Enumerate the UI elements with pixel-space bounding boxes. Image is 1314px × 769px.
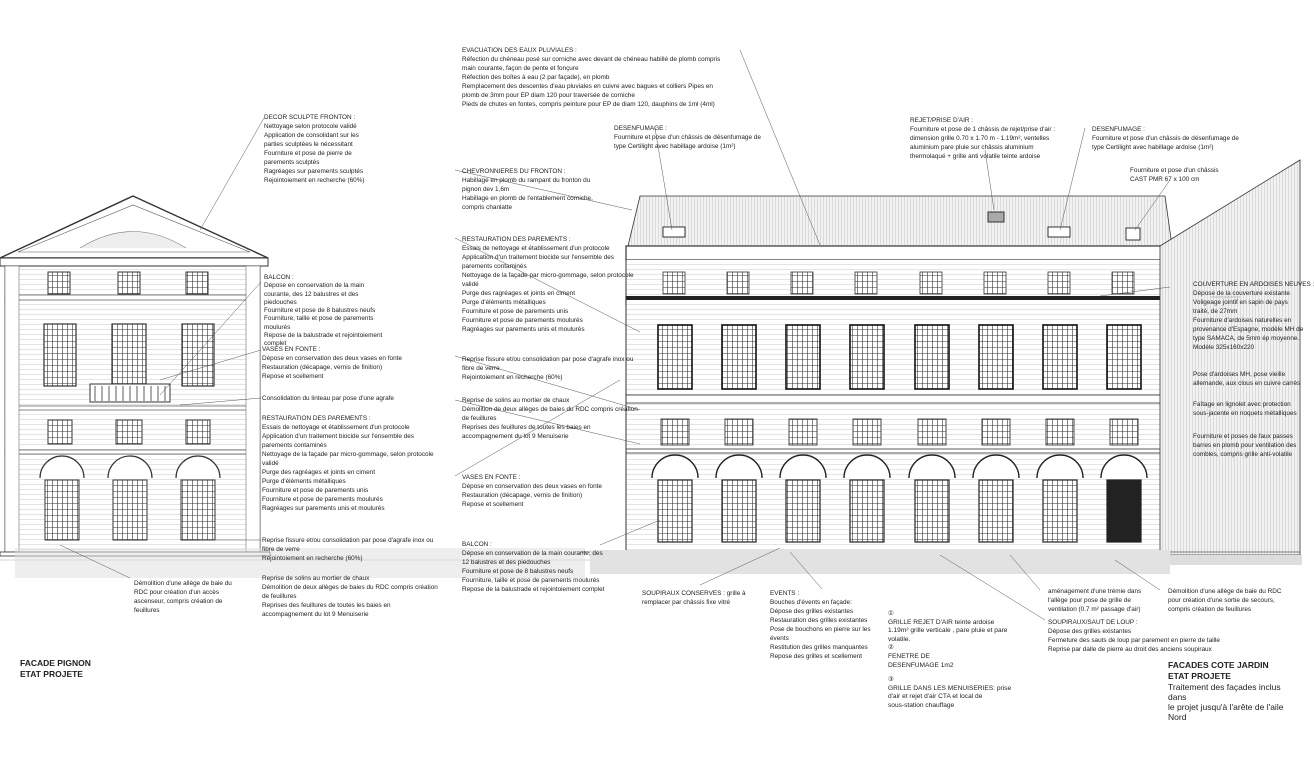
note-chevronnieres-line-5: compris chanlatte (462, 204, 513, 211)
right-title-line-2: ETAT PROJETE (1168, 671, 1231, 681)
note-restauration-mid-line-8: Purge d'éléments métalliques (462, 299, 546, 306)
first-floor-window-2 (722, 325, 756, 389)
note-balcon-left (264, 274, 382, 349)
note-decor-fronton-line-8: Rejointoiement en recherche (60%) (264, 177, 365, 184)
note-balcon-left-line-9: complet (264, 340, 287, 348)
note-desenfumage-mid (614, 124, 761, 151)
note-desenfumage-right-line-1: DESENFUMAGE : (1092, 126, 1145, 133)
note-restauration-mid-line-4: parements contaminés (462, 263, 527, 270)
note-amenagement-line-3: ventilation (0.7 m² passage d'air) (1048, 606, 1141, 613)
note-soupiraux-saut (1048, 618, 1220, 654)
note-solins-mid-line-5: accompagnement du lot 9 Menuiserie (462, 433, 569, 440)
left-title-line-1: FACADE PIGNON (20, 658, 91, 668)
note-balcon-left-line-3: courante, des 12 balustres et des (264, 290, 359, 298)
note-reprise-mid-line-3: Rejointoiement en recherche (60%) (462, 374, 563, 381)
note-desenfumage-right-line-2: Fourniture et pose d'un châssis de désenfumage de (1092, 135, 1239, 142)
note-restauration-mid (462, 235, 634, 334)
note-restauration-mid-line-6: validé (462, 281, 479, 288)
note-restauration-left-line-6: validé (262, 460, 279, 467)
note-balcon-mid-line-2: Dépose en conservation de la main courante, des (462, 550, 603, 557)
note-balcon-left-line-7: moulurés (264, 323, 291, 331)
note-events-line-7: Restitution des grilles manquantes (770, 644, 868, 651)
right-subnote (1168, 682, 1300, 722)
first-floor-window-8 (1107, 325, 1141, 389)
legend-item-2-line-1: FENETRE DE (888, 652, 930, 660)
first-floor-window-5 (915, 325, 949, 389)
mezzanine-window-2 (725, 419, 753, 445)
note-evacuation-line-1: EVACUATION DES EAUX PLUVIALES : (462, 47, 577, 54)
note-soupiraux-conserves (642, 589, 746, 607)
note-events (770, 589, 871, 661)
note-events-line-3: Dépose des grilles existantes (770, 608, 854, 615)
ground-floor-window-6 (979, 480, 1013, 542)
right-title-line-1: FACADES COTE JARDIN (1168, 660, 1269, 670)
note-demolition-right-line-2: pour création d'une sortie de secours, (1168, 597, 1275, 604)
ground-floor-window-1 (658, 480, 692, 542)
legend (888, 610, 1011, 711)
note-chassis-pmr (1130, 166, 1219, 184)
right-subnote-line-2: le projet jusqu'à l'arête de l'aile Nord (1168, 702, 1284, 722)
note-vases-mid-line-2: Dépose en conservation des deux vases en fonte (462, 483, 602, 490)
note-decor-fronton-line-7: Ragréages sur parements sculptés (264, 168, 364, 175)
note-couverture-line-3: Voligeage jointif en sapin de pays (1193, 299, 1288, 306)
note-soupiraux-conserves-line-2: remplacer par châssis fixe vitré (642, 599, 731, 606)
note-balcon-left-line-2: Dépose en conservation de la main (264, 282, 365, 290)
note-restauration-left-line-7: Purge des ragréages et joints en ciment (262, 469, 375, 476)
note-vases-mid-line-3: Restauration (décapage, vernis de finition) (462, 492, 583, 499)
note-demolition-left-line-3: ascenseur, compris création de (134, 598, 223, 605)
ground-floor-window-2 (722, 480, 756, 542)
note-balcon-left-line-1: BALCON : (264, 274, 294, 281)
note-decor-fronton-line-4: parties sculptées le nécessitant (264, 141, 353, 148)
legend-item-3-number: ③ (888, 676, 894, 684)
note-rejet-prise-air (910, 116, 1055, 161)
first-floor-window-6 (979, 325, 1013, 389)
note-evacuation-line-4: Réfection des boîtes à eau (2 par façade), en plomb (462, 74, 610, 81)
note-faitage-line-1: Faîtage en lignolet avec protection (1193, 401, 1291, 408)
mezzanine-window-1 (661, 419, 689, 445)
attic-window-1 (663, 272, 685, 294)
note-solins-left-line-3: de feuillures (262, 593, 297, 600)
note-chevronnieres (462, 167, 593, 212)
note-evacuation (462, 46, 720, 109)
note-restauration-mid-line-9: Fourniture et pose de parements unis (462, 308, 569, 315)
legend-item-3-line-3: sous-station chauffage (888, 701, 955, 709)
note-evacuation-line-2: Réfection du chéneau posé sur corniche avec devant de chéneau habillé de plomb compris (462, 56, 721, 63)
note-restauration-mid-line-5: Nettoyage de la façade par micro-gommage, selon protocole (462, 272, 634, 279)
legend-item-1-line-1: GRILLE REJET D'AIR teinte ardoise (888, 618, 995, 626)
note-chevronnieres-line-4: Habillage en plomb de l'entablement corniche, (462, 195, 593, 202)
legend-item-1-line-3: volatile. (888, 635, 911, 643)
note-reprise-mid (462, 355, 633, 382)
note-decor-fronton (264, 113, 365, 185)
ground-floor-window-7 (1043, 480, 1077, 542)
note-chevronnieres-line-2: Habillage en plomb du rampant du fronton du (462, 177, 591, 184)
note-demolition-left (134, 579, 232, 615)
mezzanine-window-3 (789, 419, 817, 445)
note-demolition-right-line-3: compris création de feuillures (1168, 606, 1252, 613)
note-reprise-mid-line-2: fibre de verre (462, 365, 500, 372)
note-rejet-prise-air-line-1: REJET/PRISE D'AIR : (910, 117, 974, 124)
note-reprise-left-line-3: Rejointoiement en recherche (60%) (262, 555, 363, 562)
note-restauration-left-line-10: Fourniture et pose de parements moulurés (262, 496, 383, 503)
note-restauration-mid-line-10: Fourniture et pose de parements moulurés (462, 317, 583, 324)
note-balcon-mid-line-3: 12 balustres et des piedouches (462, 559, 551, 566)
note-decor-fronton-line-6: parements sculptés (264, 159, 320, 166)
note-restauration-left (262, 414, 434, 513)
attic-window-6 (984, 272, 1006, 294)
note-events-line-1: EVENTS : (770, 590, 800, 597)
note-ardoises-mh-line-1: Pose d'ardoises MH, pose vieille (1193, 371, 1286, 378)
note-restauration-mid-line-11: Ragréages sur parements unis et moulurés (462, 326, 585, 333)
note-evacuation-line-7: Pieds de chutes en fontes, compris peinture pour EP de diam 120, dauphins de 1ml (4ml) (462, 101, 715, 108)
note-couverture-line-5: Fourniture d'ardoises naturelles en (1193, 317, 1292, 324)
note-reprise-left-line-1: Reprise fissure et/ou consolidation par pose d'agrafe inox ou (262, 537, 434, 544)
note-rejet-prise-air-line-4: aluminium pare pluie sur châssis aluminium (910, 144, 1034, 151)
ground-floor-window-4 (850, 480, 884, 542)
note-balcon-mid-line-4: Fourniture et pose de 8 balustres neufs (462, 568, 574, 575)
note-rejet-prise-air-line-2: Fourniture et pose de 1 châssis de rejet/prise d'air : (910, 126, 1056, 133)
note-restauration-mid-line-7: Purge des ragréages et joints en ciment (462, 290, 575, 297)
note-balcon-mid-line-1: BALCON : (462, 541, 492, 548)
note-balcon-left-line-6: Fourniture, taille et pose de parements (264, 315, 374, 323)
attic-window-8 (1112, 272, 1134, 294)
note-soupiraux-saut-line-2: Dépose des grilles existantes (1048, 628, 1132, 635)
first-floor-window-4 (850, 325, 884, 389)
note-faux-passes-line-1: Fourniture et poses de faux passes (1193, 433, 1293, 440)
note-faitage (1193, 400, 1297, 418)
attic-window-5 (920, 272, 942, 294)
note-desenfumage-mid-line-2: Fourniture et pose d'un châssis de désenfumage de (614, 134, 761, 141)
first-floor-window-1 (658, 325, 692, 389)
note-vases-mid-line-4: Repose et scellement (462, 501, 524, 508)
right-title (1168, 660, 1269, 682)
note-restauration-left-line-3: Application d'un traitement biocide sur l'ensemble des (262, 433, 414, 440)
note-restauration-left-line-2: Essais de nettoyage et établissement d'un protocole (262, 424, 410, 431)
note-vases-left-line-2: Dépose en conservation des deux vases en fonte (262, 355, 402, 362)
mezzanine-window-5 (918, 419, 946, 445)
note-soupiraux-saut-line-4: Reprise par dalle de pierre au droit des anciens soupiraux (1048, 646, 1212, 653)
legend-item-2-number: ② (888, 644, 894, 652)
ground-floor-window-5 (915, 480, 949, 542)
note-vases-left-line-4: Repose et scellement (262, 373, 324, 380)
note-restauration-mid-line-2: Essais de nettoyage et établissement d'un protocole (462, 245, 610, 252)
legend-item-3-line-2: d'air et rejet d'air CTA et local de (888, 693, 983, 701)
note-solins-mid-line-3: de feuillures (462, 415, 497, 422)
attic-window-3 (791, 272, 813, 294)
note-solins-mid-line-2: Démolition de deux allèges de baies du RDC compris création (462, 406, 638, 413)
note-couverture-line-7: type SAMACA, de 5mm ép moyenne. (1193, 335, 1300, 342)
right-subnote-line-1: Traitement des façades inclus dans (1168, 682, 1281, 702)
note-events-line-8: Repose des grilles et scellement (770, 653, 862, 660)
note-desenfumage-right (1092, 125, 1239, 152)
note-vases-left-line-3: Restauration (décapage, vernis de finition) (262, 364, 383, 371)
note-restauration-left-line-9: Fourniture et pose de parements unis (262, 487, 369, 494)
legend-item-3-line-1: GRILLE DANS LES MENUISERIES: prise (888, 684, 1012, 692)
legend-item-2-line-2: DESENFUMAGE 1m2 (888, 661, 954, 669)
note-rejet-prise-air-line-5: thermolaqué + grille anti volatile teinte ardoise (910, 153, 1041, 160)
note-restauration-left-line-5: Nettoyage de la façade par micro-gommage, selon protocole (262, 451, 434, 458)
note-demolition-right (1168, 587, 1281, 614)
note-solins-mid (462, 396, 638, 441)
note-couverture-line-6: provenance d'Espagne, modèle MH de (1193, 326, 1304, 333)
ground-floor-window-3 (786, 480, 820, 542)
note-decor-fronton-line-2: Nettoyage selon protocole validé (264, 123, 357, 130)
legend-item-1-line-2: 1.19m² grille verticale , pare pluie et pare (888, 627, 1008, 635)
ground-floor-window-8 (1107, 480, 1141, 542)
note-events-line-2: Bouches d'évents en façade: (770, 599, 852, 606)
note-faux-passes (1193, 432, 1296, 459)
note-faux-passes-line-2: barres en plomb pour ventilation des (1193, 442, 1297, 449)
note-restauration-mid-line-1: RESTAURATION DES PAREMENTS : (462, 236, 571, 243)
left-title (20, 658, 91, 680)
note-chassis-pmr-line-2: CAST PMR 67 x 100 cm (1130, 176, 1200, 183)
note-demolition-left-line-2: RDC pour création d'un accès (134, 589, 220, 596)
note-desenfumage-mid-line-1: DESENFUMAGE : (614, 125, 667, 132)
note-restauration-left-line-11: Ragréages sur parements unis et moulurés (262, 505, 385, 512)
note-balcon-mid-line-5: Fourniture, taille et pose de parements moulurés (462, 577, 600, 584)
note-demolition-left-line-1: Démolition d'une allège de baie du (134, 580, 232, 587)
note-linteau-line-1: Consolidation du linteau par pose d'une agrafe (262, 395, 394, 402)
note-decor-fronton-line-3: Application de consolidant sur les (264, 132, 359, 139)
note-decor-fronton-line-1: DECOR SCULPTE FRONTON : (264, 114, 356, 121)
left-title-line-2: ETAT PROJETE (20, 669, 83, 679)
attic-window-4 (855, 272, 877, 294)
note-decor-fronton-line-5: Fourniture et pose de pierre de (264, 150, 352, 157)
note-balcon-left-line-5: Fourniture et pose de 8 balustres neufs (264, 307, 376, 315)
first-floor-window-7 (1043, 325, 1077, 389)
note-events-line-4: Restauration des grilles existantes (770, 617, 868, 624)
note-solins-left-line-5: accompagnement du lot 9 Menuiserie (262, 611, 369, 618)
note-vases-left-line-1: VASES EN FONTE : (262, 346, 321, 353)
first-floor-window-3 (786, 325, 820, 389)
note-amenagement (1048, 587, 1141, 614)
note-evacuation-line-6: plomb de 3mm pour EP diam 120 pour traversée de corniche (462, 92, 635, 99)
note-solins-left-line-2: Démolition de deux allèges de baies du RDC compris création (262, 584, 438, 591)
mezzanine-window-7 (1046, 419, 1074, 445)
note-evacuation-line-3: main courante, façon de pente et fonçure (462, 65, 579, 72)
note-demolition-right-line-1: Démolition d'une allège de baie du RDC (1168, 588, 1282, 595)
note-amenagement-line-1: aménagement d'une trémie dans (1048, 588, 1142, 595)
note-solins-mid-line-4: Reprises des feuillures de toutes les baies en (462, 424, 591, 431)
note-vases-mid (462, 473, 602, 509)
note-solins-left (262, 574, 438, 619)
note-couverture-line-1: COUVERTURE EN ARDOISES NEUVES : (1193, 281, 1314, 288)
note-linteau (262, 394, 394, 403)
note-restauration-left-line-8: Purge d'éléments métalliques (262, 478, 346, 485)
note-ardoises-mh (1193, 370, 1300, 388)
note-restauration-mid-line-3: Application d'un traitement biocide sur l'ensemble des (462, 254, 614, 261)
attic-window-2 (727, 272, 749, 294)
note-balcon-mid-line-6: Repose de la balustrade et rejointoiement complet (462, 586, 605, 593)
note-reprise-left-line-2: fibre de verre (262, 546, 300, 553)
note-soupiraux-saut-line-1: SOUPIRAUX/SAUT DE LOUP : (1048, 619, 1138, 626)
legend-item-1-number: ① (888, 610, 894, 617)
note-couverture-line-8: Modèle 325x160x220 (1193, 344, 1255, 351)
note-solins-mid-line-1: Reprise de solins au mortier de chaux (462, 397, 570, 404)
note-vases-left (262, 345, 402, 381)
note-faux-passes-line-3: combles, compris grille anti-volatile (1193, 451, 1293, 458)
note-chevronnieres-line-1: CHEVRONNIERES DU FRONTON : (462, 168, 566, 175)
note-chassis-pmr-line-1: Fourniture et pose d'un châssis (1130, 167, 1219, 174)
note-reprise-left (262, 536, 433, 563)
note-amenagement-line-2: l'allège pour pose de grille de (1048, 597, 1131, 604)
note-couverture-line-4: traité, de 27mm (1193, 308, 1238, 315)
note-balcon-left-line-8: Repose de la balustrade et rejointoiement (264, 332, 383, 340)
note-restauration-left-line-1: RESTAURATION DES PAREMENTS : (262, 415, 371, 422)
note-demolition-left-line-4: feuillures (134, 607, 160, 614)
note-rejet-prise-air-line-3: dimension grille 0.70 x 1.70 m - 1.19m², ventelles (910, 135, 1050, 142)
note-soupiraux-saut-line-3: Fermeture des sauts de loup par parement en pierre de taille (1048, 637, 1220, 644)
note-balcon-mid (462, 540, 604, 594)
attic-window-7 (1048, 272, 1070, 294)
note-couverture (1193, 280, 1314, 352)
note-soupiraux-conserves-line-1: SOUPIRAUX CONSERVES : grille à (642, 590, 746, 597)
note-desenfumage-mid-line-3: type Certilight avec habillage ardoise (1m²) (614, 143, 736, 150)
note-events-line-5: Pose de bouchons en pierre sur les (770, 626, 871, 633)
note-events-line-6: évents (770, 635, 789, 642)
note-couverture-line-2: Dépose de la couverture existante (1193, 290, 1290, 297)
note-restauration-left-line-4: parements contaminés (262, 442, 327, 449)
note-solins-left-line-4: Reprises des feuillures de toutes les baies en (262, 602, 391, 609)
mezzanine-window-6 (982, 419, 1010, 445)
note-vases-mid-line-1: VASES EN FONTE : (462, 474, 521, 481)
note-solins-left-line-1: Reprise de solins au mortier de chaux (262, 575, 370, 582)
note-faitage-line-2: sous-jacente en noquets métalliques (1193, 410, 1297, 417)
note-ardoises-mh-line-2: allemande, aux clous en cuivre carrés (1193, 380, 1301, 387)
note-desenfumage-right-line-3: type Certilight avec habillage ardoise (1m²) (1092, 144, 1214, 151)
note-chevronnieres-line-3: pignon dev 1,6m (462, 186, 510, 193)
note-balcon-left-line-4: piedouches (264, 298, 297, 306)
note-evacuation-line-5: Remplacement des descentes d'eau pluviales en cuivre avec bagues et colliers Pipes en (462, 83, 713, 90)
mezzanine-window-8 (1110, 419, 1138, 445)
mezzanine-window-4 (853, 419, 881, 445)
note-reprise-mid-line-1: Reprise fissure et/ou consolidation par pose d'agrafe inox ou (462, 356, 634, 363)
